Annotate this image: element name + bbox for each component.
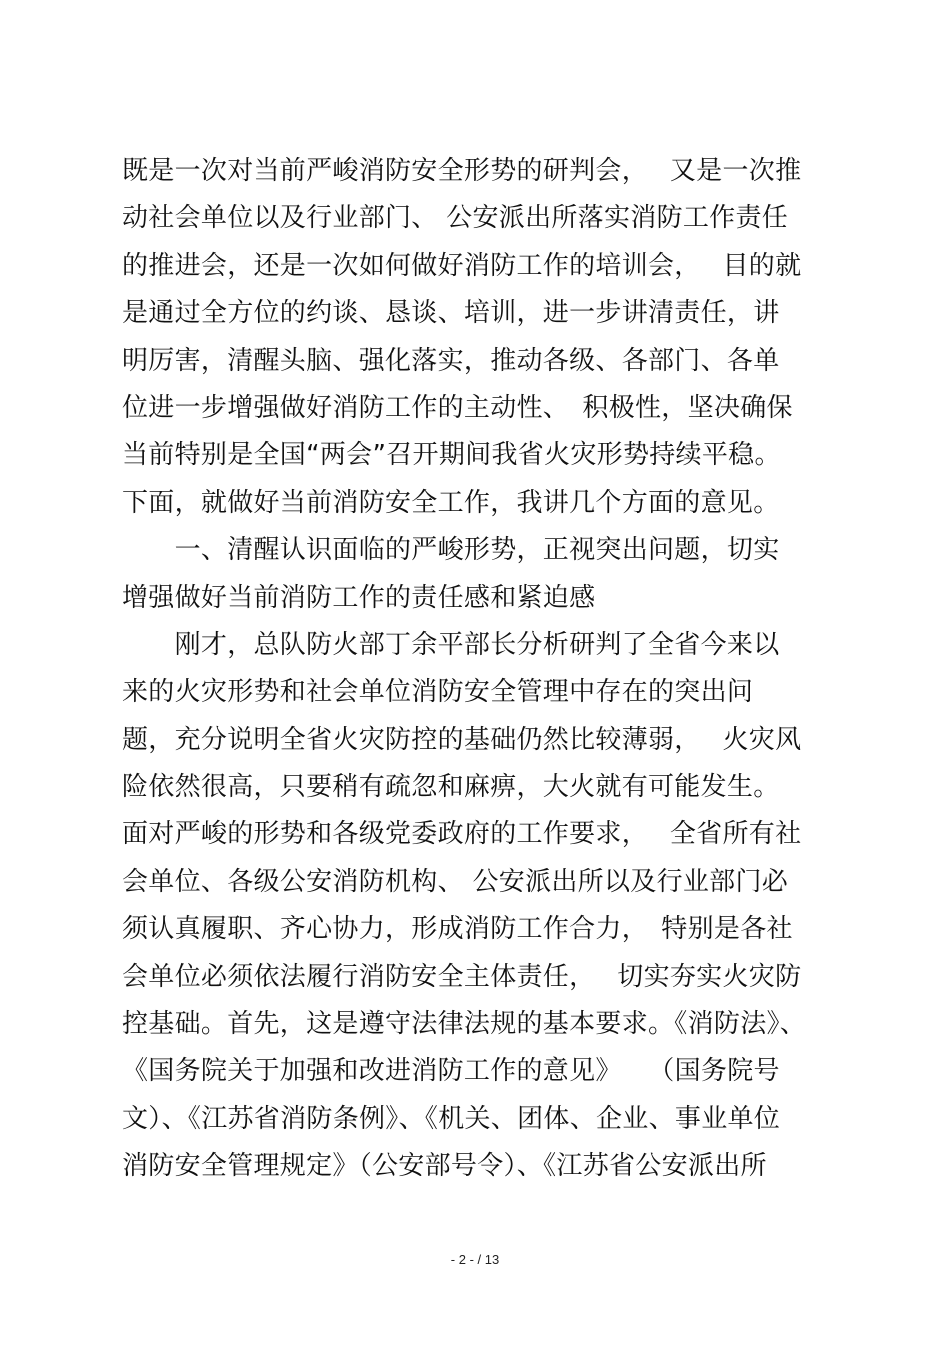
text-line: 须认真履职、齐心协力，形成消防工作合力， 特别是各社 bbox=[122, 914, 793, 945]
text-line: 面对严峻的形势和各级党委政府的工作要求， 全省所有社 bbox=[122, 819, 802, 850]
section-heading-line: 增强做好当前消防工作的责任感和紧迫感 bbox=[122, 582, 596, 613]
text-line: 下面，就做好当前消防安全工作，我讲几个方面的意见。 bbox=[122, 487, 780, 518]
body-text bbox=[122, 148, 834, 1191]
text-line: 位进一步增强做好消防工作的主动性、 积极性，坚决确保 bbox=[122, 392, 793, 423]
text-line: 当前特别是全国“两会”召开期间我省火灾形势持续平稳。 bbox=[122, 440, 781, 471]
text-line: 消防安全管理规定》（公安部号令）、《江苏省公安派出所 bbox=[122, 1151, 767, 1182]
text-line: 《国务院关于加强和改进消防工作的意见》 （国务院号 bbox=[122, 1056, 780, 1087]
section-heading-line: 一、清醒认识面临的严峻形势，正视突出问题，切实 bbox=[122, 535, 780, 566]
text-line: 题，充分说明全省火灾防控的基础仍然比较薄弱， 火灾风 bbox=[122, 724, 802, 755]
text-line: 既是一次对当前严峻消防安全形势的研判会， 又是一次推 bbox=[122, 156, 802, 186]
text-line: 险依然很高，只要稍有疏忽和麻痹，大火就有可能发生。 bbox=[122, 772, 780, 803]
text-line: 的推进会，还是一次如何做好消防工作的培训会， 目的就 bbox=[122, 250, 802, 281]
text-line: 会单位必须依法履行消防安全主体责任， 切实夯实火灾防 bbox=[122, 961, 802, 992]
text-line: 动社会单位以及行业部门、 公安派出所落实消防工作责任 bbox=[122, 203, 789, 234]
text-line: 文）、《江苏省消防条例》、《机关、团体、企业、事业单位 bbox=[122, 1103, 781, 1134]
page-number: - 2 - / 13 bbox=[450, 1252, 500, 1267]
text-line: 是通过全方位的约谈、恳谈、培训，进一步讲清责任，讲 bbox=[122, 298, 780, 329]
text-line: 明厉害，清醒头脑、强化落实，推动各级、各部门、各单 bbox=[122, 345, 780, 376]
text-line: 会单位、各级公安消防机构、 公安派出所以及行业部门必 bbox=[122, 866, 789, 897]
text-line: 控基础。首先，这是遵守法律法规的基本要求。《消防法》、 bbox=[122, 1009, 807, 1040]
text-line: 来的火灾形势和社会单位消防安全管理中存在的突出问 bbox=[122, 677, 754, 708]
text-line: 刚才，总队防火部丁余平部长分析研判了全省今来以 bbox=[122, 629, 780, 660]
